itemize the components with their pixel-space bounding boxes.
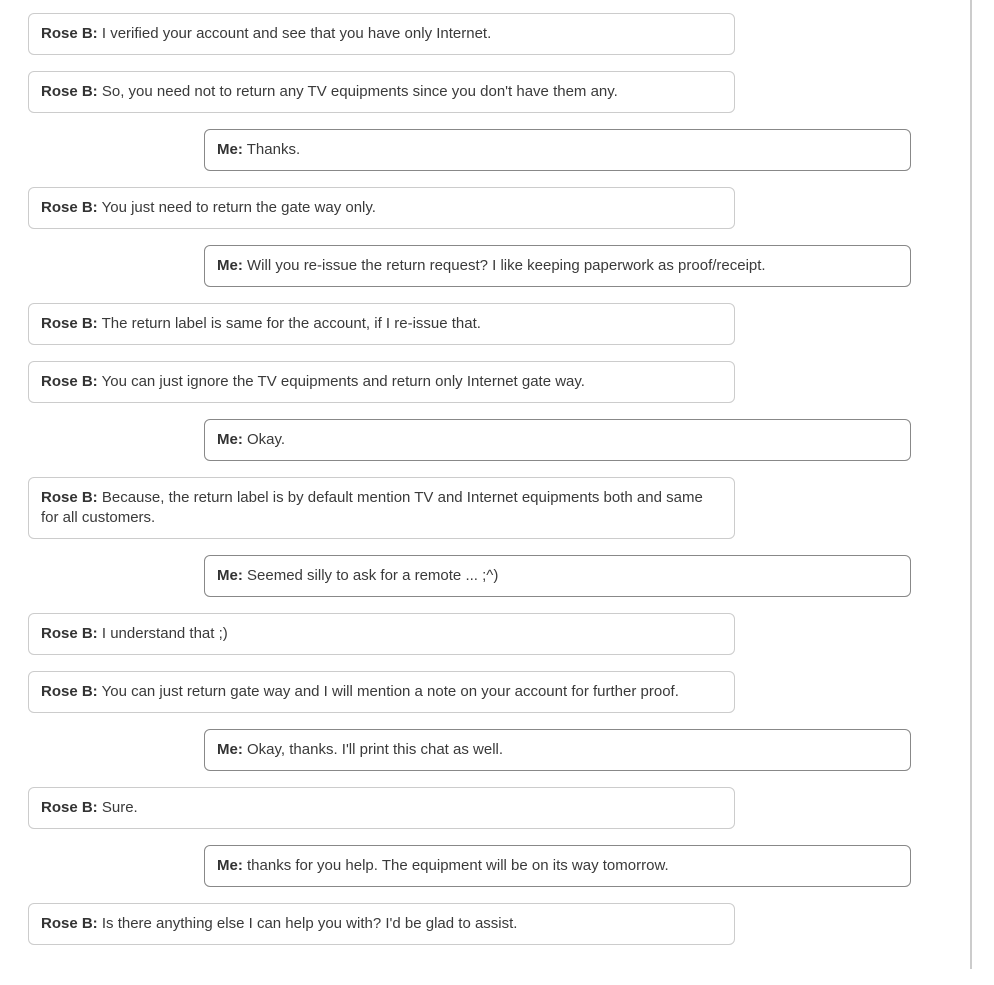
message-text: The return label is same for the account, if I re-issue that. bbox=[101, 315, 481, 332]
message-sender: Me: bbox=[217, 567, 243, 584]
message-text: Okay. bbox=[247, 431, 286, 448]
message-sender: Rose B: bbox=[41, 25, 98, 42]
chat-message-agent bbox=[28, 71, 735, 113]
chat-message-agent bbox=[28, 477, 735, 539]
chat-message-agent bbox=[28, 903, 735, 945]
message-text: I understand that ;) bbox=[101, 625, 228, 642]
message-text: Thanks. bbox=[246, 141, 301, 158]
message-sender: Me: bbox=[217, 141, 243, 158]
chat-message-agent bbox=[28, 787, 735, 829]
message-sender: Rose B: bbox=[41, 799, 98, 816]
message-text: Okay, thanks. I'll print this chat as well. bbox=[247, 741, 504, 758]
chat-message-agent bbox=[28, 303, 735, 345]
message-text: So, you need not to return any TV equipments since you don't have them any. bbox=[101, 83, 618, 100]
message-sender: Me: bbox=[217, 257, 243, 274]
message-text: Is there anything else I can help you with? I'd be glad to assist. bbox=[101, 915, 518, 932]
chat-message-me bbox=[204, 245, 911, 287]
message-text: You can just ignore the TV equipments and return only Internet gate way. bbox=[101, 373, 585, 390]
message-text: I verified your account and see that you have only Internet. bbox=[101, 25, 492, 42]
chat-message-me bbox=[204, 729, 911, 771]
message-text: Seemed silly to ask for a remote ... ;^) bbox=[247, 567, 499, 584]
message-sender: Rose B: bbox=[41, 683, 98, 700]
message-sender: Rose B: bbox=[41, 199, 98, 216]
message-text: You can just return gate way and I will mention a note on your account for further proof. bbox=[101, 683, 679, 700]
message-sender: Rose B: bbox=[41, 625, 98, 642]
message-sender: Rose B: bbox=[41, 315, 98, 332]
chat-message-agent bbox=[28, 13, 735, 55]
message-text: Will you re-issue the return request? I like keeping paperwork as proof/receipt. bbox=[247, 257, 766, 274]
chat-message-me bbox=[204, 845, 911, 887]
chat-message-agent bbox=[28, 613, 735, 655]
chat-message-me bbox=[204, 129, 911, 171]
message-sender: Rose B: bbox=[41, 373, 98, 390]
message-text: Because, the return label is by default mention TV and Internet equipments both and same for all customers. bbox=[41, 489, 703, 526]
message-sender: Rose B: bbox=[41, 83, 98, 100]
message-sender: Me: bbox=[217, 741, 243, 758]
chat-message-agent bbox=[28, 361, 735, 403]
message-sender: Rose B: bbox=[41, 915, 98, 932]
chat-message-me bbox=[204, 555, 911, 597]
message-sender: Me: bbox=[217, 857, 243, 874]
message-text: You just need to return the gate way only. bbox=[101, 199, 376, 216]
message-sender: Me: bbox=[217, 431, 243, 448]
message-text: thanks for you help. The equipment will be on its way tomorrow. bbox=[247, 857, 669, 874]
chat-message-agent bbox=[28, 187, 735, 229]
chat-message-agent bbox=[28, 671, 735, 713]
message-sender: Rose B: bbox=[41, 489, 98, 506]
chat-message-me bbox=[204, 419, 911, 461]
message-text: Sure. bbox=[101, 799, 138, 816]
